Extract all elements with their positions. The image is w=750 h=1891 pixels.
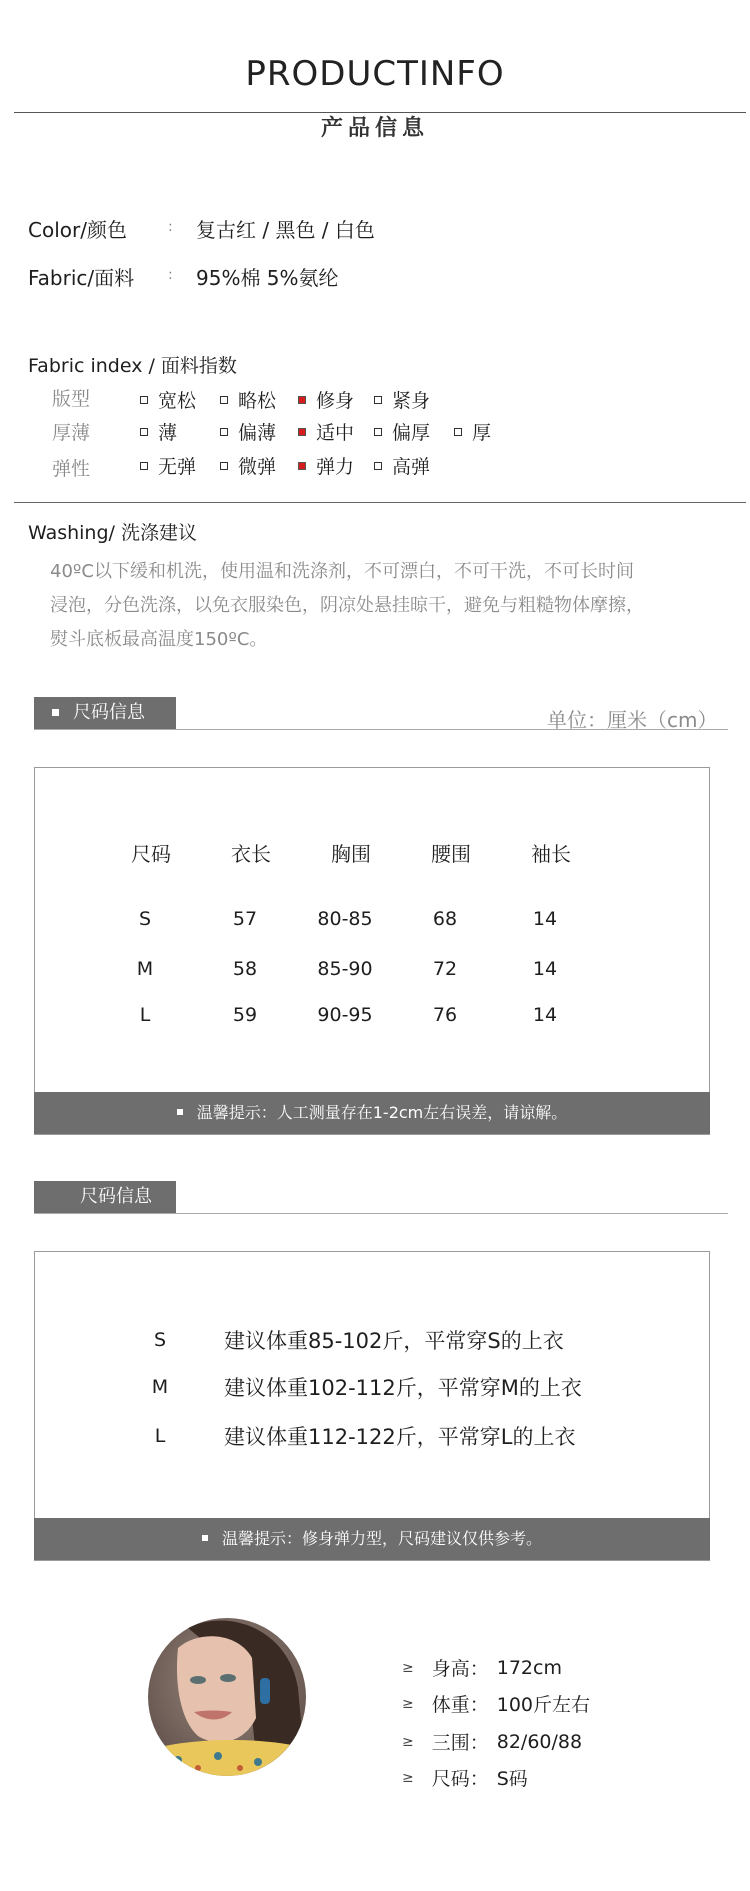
washing-text [50,555,730,657]
table-cell: 90-95 [317,1004,373,1026]
checkbox-icon [220,428,228,436]
chevron-right-icon: ≥ [402,1733,414,1750]
option-item: 适中 [298,418,354,445]
checkbox-checked-icon [298,428,306,436]
checkbox-checked-icon [298,396,306,404]
chevron-right-icon: ≥ [402,1769,414,1786]
table-cell: M [136,958,154,980]
size-recommend-panel [34,1251,710,1561]
table-cell: 58 [232,958,258,980]
table-cell: S [138,908,152,930]
washing-line: 浸泡，分色洗涤，以免衣服染色，阴凉处悬挂晾干，避免与粗糙物体摩擦， [50,595,644,616]
recommend-text: 建议体重102-112斤，平常穿M的上衣 [224,1376,582,1400]
table-cell: 14 [532,1004,558,1026]
table-cell: 14 [532,908,558,930]
table-cell: L [139,1004,151,1026]
table-header-cell: 尺码 [131,842,171,866]
recommend-size: M [151,1376,169,1398]
recommend-size: L [154,1425,166,1447]
option-item: 微弹 [220,452,276,479]
option-item: 高弹 [374,452,430,479]
option-item: 厚 [454,418,491,445]
table-header-cell: 腰围 [431,842,471,866]
option-item: 宽松 [140,386,196,413]
fabric-label: Fabric/面料 [28,266,135,290]
color-value: 复古红 / 黑色 / 白色 [196,218,375,242]
size-table-header [101,838,601,867]
table-cell: 59 [232,1004,258,1026]
table-header-cell: 袖长 [531,842,571,866]
checkbox-icon [374,396,382,404]
option-item: 偏厚 [374,418,430,445]
option-item: 修身 [298,386,354,413]
checkbox-icon [140,462,148,470]
table-header-cell: 胸围 [331,842,371,866]
tab-underline [34,1213,728,1214]
checkbox-icon [140,428,148,436]
size-table-tip: 温馨提示：人工测量存在1-2cm左右误差，请谅解。 [34,1092,710,1134]
recommend-text: 建议体重85-102斤，平常穿S的上衣 [224,1329,564,1353]
size-info-tab: 尺码信息 [34,697,176,729]
model-stat-row: ≥ 身高： 172cm [402,1656,562,1680]
product-info-title-zh: 产品信息 [320,116,429,141]
checkbox-icon [374,428,382,436]
washing-line: 熨斗底板最高温度150ºC。 [50,629,268,650]
fabric-value: 95%棉 5%氨纶 [196,266,339,290]
product-info-title-en: PRODUCTINFO [245,54,505,94]
checkbox-icon [454,428,462,436]
table-row [95,908,595,930]
option-item: 偏薄 [220,418,276,445]
model-stat-row: ≥ 尺码： S码 [402,1768,528,1790]
checkbox-checked-icon [298,462,306,470]
fabric-index-title: Fabric index / 面料指数 [28,355,237,377]
table-cell: 80-85 [317,908,373,930]
chevron-right-icon: ≥ [402,1695,414,1712]
table-row [95,1004,595,1026]
fabric-index-row-label: 弹性 [52,458,91,480]
recommend-size: S [153,1329,167,1351]
washing-title: Washing/ 洗涤建议 [28,522,197,544]
recommend-text: 建议体重112-122斤，平常穿L的上衣 [224,1425,576,1449]
chevron-right-icon: ≥ [402,1659,414,1676]
option-item: 薄 [140,418,177,445]
fabric-index-row-label: 厚薄 [52,422,91,444]
size-recommend-tip: 温馨提示：修身弹力型，尺码建议仅供参考。 [34,1518,710,1560]
option-item: 略松 [220,386,276,413]
square-bullet-icon [202,1535,208,1541]
checkbox-icon [140,396,148,404]
section-divider [14,502,746,503]
table-cell: 68 [432,908,458,930]
option-item: 紧身 [374,386,430,413]
table-cell: 72 [432,958,458,980]
color-colon: : [168,219,173,235]
size-recommend-tab: 尺码信息 [34,1181,176,1213]
checkbox-icon [220,396,228,404]
washing-line: 40ºC以下缓和机洗，使用温和洗涤剂，不可漂白，不可干洗，不可长时间 [50,561,634,582]
table-row [95,958,595,980]
option-item: 无弹 [140,452,196,479]
checkbox-icon [220,462,228,470]
square-bullet-icon [177,1109,183,1115]
option-item: 弹力 [298,452,354,479]
size-table-panel [34,767,710,1135]
color-label: Color/颜色 [28,218,127,242]
table-cell: 57 [232,908,258,930]
model-stat-row: ≥ 三围： 82/60/88 [402,1730,583,1754]
unit-label: 单位：厘米（cm） [547,708,718,732]
table-header-cell: 衣长 [231,842,271,866]
model-photo [148,1618,306,1776]
checkbox-icon [374,462,382,470]
table-cell: 14 [532,958,558,980]
table-cell: 76 [432,1004,458,1026]
square-bullet-icon [52,709,59,716]
table-cell: 85-90 [317,958,373,980]
model-portrait-image [148,1618,306,1776]
fabric-colon: : [168,267,173,283]
model-stat-row: ≥ 体重： 100斤左右 [402,1694,591,1716]
fabric-index-row-label: 版型 [52,388,91,410]
